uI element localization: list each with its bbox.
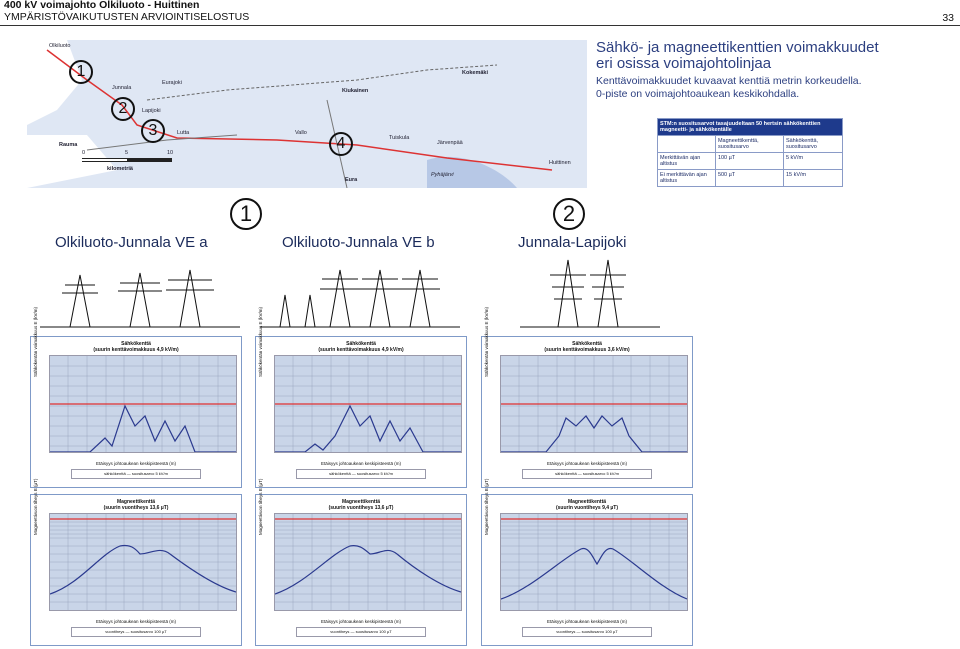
electric-field-panel	[30, 306, 242, 488]
y-axis-label: Magneettivuon tiheys B (µT)	[484, 478, 489, 535]
chart-legend: vuontiheys — suositusarvo 100 µT	[522, 627, 652, 637]
recommendation-table	[657, 118, 843, 187]
section-title-ve-a: Olkiluoto-Junnala VE a	[55, 234, 208, 251]
plot-area	[49, 355, 237, 453]
magnetic-field-panel	[30, 478, 242, 646]
plot-svg	[275, 514, 461, 610]
section-title-junnala-lapijoki: Junnala-Lapijoki	[518, 234, 627, 251]
table-cell: 5 kV/m	[783, 153, 842, 170]
tower-illustration-ve-b	[260, 255, 460, 330]
y-axis-label: Magneettivuon tiheys B (µT)	[33, 478, 38, 535]
marker-1: 1	[69, 60, 93, 84]
place-label: Rauma	[59, 142, 78, 148]
section-marker-2: 2	[553, 198, 585, 230]
table-cell: 100 µT	[715, 153, 783, 170]
place-label: Tuiskula	[389, 135, 410, 141]
document-title: 400 kV voimajohto Olkiluoto - Huittinen	[4, 0, 200, 11]
y-axis-label: Sähkökentän voimakkuus E (kV/m)	[33, 306, 38, 377]
table-cell	[658, 136, 716, 153]
chart-title	[482, 499, 692, 511]
chart-subtitle: (suurin vuontiheys 9,4 µT)	[555, 505, 619, 511]
marker-3: 3	[141, 119, 165, 143]
table-row-label: Ei merkittävän ajan altistus	[658, 170, 716, 187]
x-axis-label: Etäisyys johtoaukean keskipisteestä (m)	[546, 461, 628, 466]
plot-svg	[50, 356, 236, 452]
section-title-ve-b: Olkiluoto-Junnala VE b	[282, 234, 435, 251]
x-axis-label: Etäisyys johtoaukean keskipisteestä (m)	[95, 461, 177, 466]
electric-field-panel	[255, 306, 467, 488]
x-axis-label: Etäisyys johtoaukean keskipisteestä (m)	[320, 619, 402, 624]
plot-svg	[501, 514, 687, 610]
place-label: Junnala	[112, 85, 132, 91]
scale-unit: kilometriä	[107, 166, 133, 172]
section-marker-1: 1	[230, 198, 262, 230]
place-label: Huittinen	[549, 160, 571, 166]
info-desc-line1: Kenttävoimakkuudet kuvaavat kenttiä metrin korkeudella.	[596, 75, 862, 87]
chart-subtitle: (suurin vuontiheys 13,6 µT)	[328, 505, 394, 511]
document-subtitle: YMPÄRISTÖVAIKUTUSTEN ARVIOINTISELOSTUS	[4, 11, 250, 23]
table-col-header: Sähkökenttä, suositusarvo	[783, 136, 842, 153]
tower-illustration-junnala-lapijoki	[520, 255, 660, 330]
info-description	[596, 75, 862, 101]
place-label: Pyhäjärvi	[431, 172, 454, 178]
page-number: 33	[942, 12, 954, 24]
info-desc-line2: 0-piste on voimajohtoaukean keskikohdalla.	[596, 88, 800, 100]
header-rule	[0, 25, 960, 26]
chart-title	[256, 341, 466, 353]
place-label: Eura	[345, 177, 358, 183]
plot-area	[274, 513, 462, 611]
plot-svg	[50, 514, 236, 610]
chart-title-text: Magneettikenttä	[567, 499, 607, 505]
table-col-header: Magneettikenttä, suositusarvo	[715, 136, 783, 153]
table-row-label: Merkittävän ajan altistus	[658, 153, 716, 170]
place-label: Vallo	[295, 130, 307, 136]
chart-legend: vuontiheys — suositusarvo 100 µT	[296, 627, 426, 637]
table-header: STM:n suositusarvot tasajuudeltaan 50 hertsin sähkökenttien magneetti- ja sähkökentälle	[658, 119, 843, 136]
y-axis-label: Sähkökentän voimakkuus E (kV/m)	[484, 306, 489, 377]
y-axis-label: Sähkökentän voimakkuus E (kV/m)	[258, 306, 263, 377]
place-label: Lapijoki	[142, 108, 161, 114]
plot-area	[500, 355, 688, 453]
chart-subtitle: (suurin kenttävoimakkuus 4,9 kV/m)	[93, 347, 179, 353]
plot-svg	[275, 356, 461, 452]
chart-subtitle: (suurin vuontiheys 13,6 µT)	[103, 505, 169, 511]
magnetic-field-panel	[255, 478, 467, 646]
chart-legend: sähkökenttä — suositusarvo 5 kV/m	[296, 469, 426, 479]
chart-title-text: Magneettikenttä	[116, 499, 156, 505]
electric-field-panel	[481, 306, 693, 488]
scale-label: 0	[82, 150, 86, 156]
scale-label: 5	[125, 150, 129, 156]
chart-subtitle: (suurin kenttävoimakkuus 3,6 kV/m)	[544, 347, 630, 353]
x-axis-label: Etäisyys johtoaukean keskipisteestä (m)	[320, 461, 402, 466]
chart-legend: sähkökenttä — suositusarvo 5 kV/m	[522, 469, 652, 479]
table-cell: 500 µT	[715, 170, 783, 187]
magnetic-field-panel	[481, 478, 693, 646]
place-label: Lutta	[177, 130, 190, 136]
chart-subtitle: (suurin kenttävoimakkuus 4,9 kV/m)	[318, 347, 404, 353]
place-label: Eurajoki	[162, 80, 182, 86]
table-cell: 15 kV/m	[783, 170, 842, 187]
chart-title-text: Magneettikenttä	[341, 499, 381, 505]
info-title-line2: eri osissa voimajohtolinjaa	[596, 55, 772, 72]
place-label: Olkiluoto	[49, 43, 71, 49]
chart-title	[256, 499, 466, 511]
chart-title	[31, 499, 241, 511]
chart-legend: vuontiheys — suositusarvo 100 µT	[71, 627, 201, 637]
chart-legend: sähkökenttä — suositusarvo 5 kV/m	[71, 469, 201, 479]
plot-svg	[501, 356, 687, 452]
marker-2: 2	[111, 97, 135, 121]
plot-area	[49, 513, 237, 611]
x-axis-label: Etäisyys johtoaukean keskipisteestä (m)	[95, 619, 177, 624]
scale-label: 10	[167, 150, 174, 156]
x-axis-label: Etäisyys johtoaukean keskipisteestä (m)	[546, 619, 628, 624]
chart-title-text: Sähkökenttä	[121, 341, 151, 347]
info-title	[596, 40, 879, 72]
route-map	[27, 40, 587, 188]
place-label: Järvenpää	[437, 140, 463, 146]
chart-title-text: Sähkökenttä	[346, 341, 376, 347]
y-axis-label: Magneettivuon tiheys B (µT)	[258, 478, 263, 535]
place-label: Kokemäki	[462, 70, 488, 76]
chart-title	[31, 341, 241, 353]
chart-title	[482, 341, 692, 353]
marker-4: 4	[329, 132, 353, 156]
plot-area	[274, 355, 462, 453]
plot-area	[500, 513, 688, 611]
info-title-line1: Sähkö- ja magneettikenttien voimakkuudet	[596, 39, 879, 56]
chart-title-text: Sähkökenttä	[572, 341, 602, 347]
place-label: Kiukainen	[342, 88, 369, 94]
tower-illustration-ve-a	[40, 255, 240, 330]
